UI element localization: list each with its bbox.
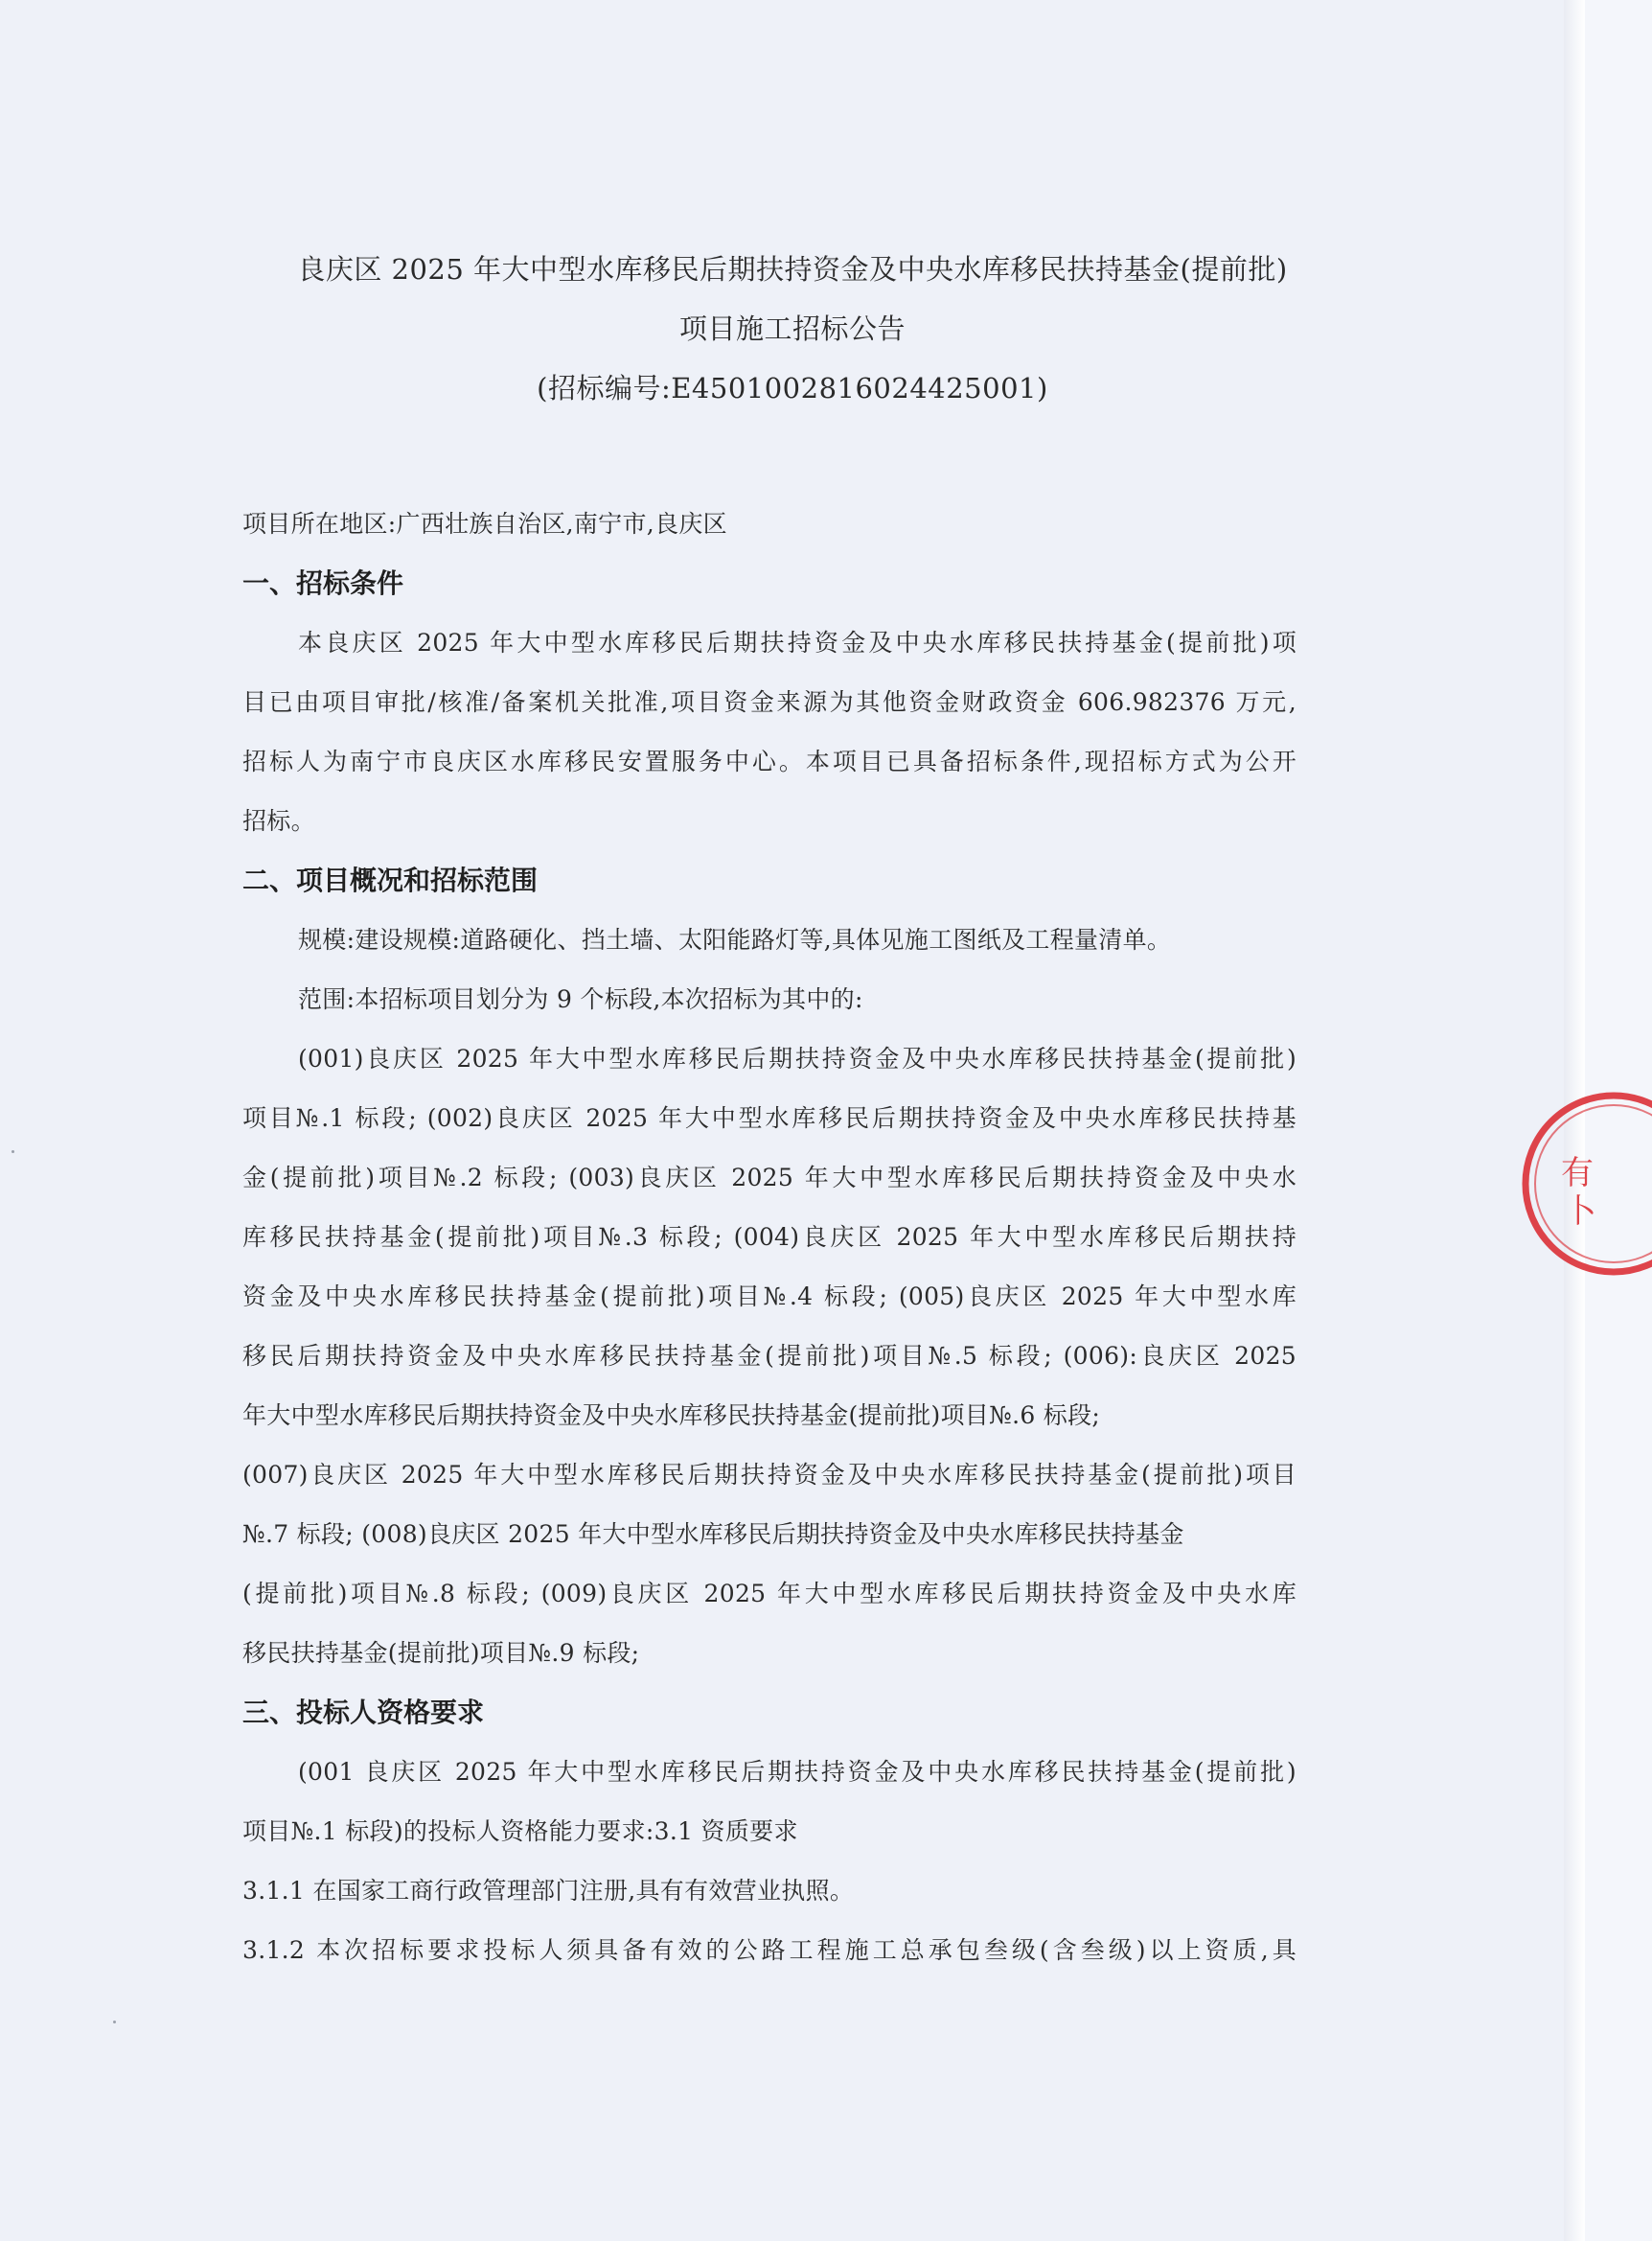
title-line-1: 良庆区 2025 年大中型水库移民后期扶持资金及中央水库移民扶持基金(提前批) <box>297 253 1288 286</box>
announcement-body <box>242 495 1296 1980</box>
paragraph-line: 招标。 <box>242 807 315 835</box>
seal-char: 卜 <box>1564 1192 1596 1231</box>
title-line-2: 项目施工招标公告 <box>678 312 906 345</box>
paragraph-line: 本良庆区 2025 年大中型水库移民后期扶持资金及中央水库移民扶持基金(提前批)项 <box>298 629 1296 657</box>
seal-char: 有 <box>1561 1154 1594 1192</box>
paragraph-line: 库移民扶持基金(提前批)项目№.3 标段; (004)良庆区 2025 年大中型水库移民后期扶持 <box>242 1223 1296 1251</box>
paragraph-line: 目已由项目审批/核准/备案机关批准,项目资金来源为其他资金财政资金 606.982376 万元, <box>242 688 1296 716</box>
paragraph-line: 资金及中央水库移民扶持基金(提前批)项目№.4 标段; (005)良庆区 2025 年大中型水库 <box>242 1282 1296 1310</box>
tender-number: (招标编号:E4501002816024425001) <box>537 372 1048 404</box>
scan-speck <box>113 2021 116 2023</box>
paragraph-line: (001)良庆区 2025 年大中型水库移民后期扶持资金及中央水库移民扶持基金(提前批) <box>298 1045 1296 1073</box>
paragraph-line: 3.1.2 本次招标要求投标人须具备有效的公路工程施工总承包叁级(含叁级)以上资质,具 <box>242 1936 1296 1964</box>
official-seal-icon <box>1508 1093 1652 1275</box>
paragraph-line: (提前批)项目№.8 标段; (009)良庆区 2025 年大中型水库移民后期扶持资金及中央水库 <box>242 1580 1296 1607</box>
paragraph-line: 移民扶持基金(提前批)项目№.9 标段; <box>242 1639 640 1667</box>
section-heading-1: 一、招标条件 <box>242 567 404 599</box>
paragraph-line: №.7 标段; (008)良庆区 2025 年大中型水库移民后期扶持资金及中央水库移民扶持基金 <box>242 1520 1184 1548</box>
section-heading-2: 二、项目概况和招标范围 <box>242 865 539 896</box>
paragraph-line: 金(提前批)项目№.2 标段; (003)良庆区 2025 年大中型水库移民后期扶持资金及中央水 <box>242 1164 1296 1191</box>
paragraph-line: 3.1.1 在国家工商行政管理部门注册,具有有效营业执照。 <box>242 1877 855 1905</box>
paragraph-line: 年大中型水库移民后期扶持资金及中央水库移民扶持基金(提前批)项目№.6 标段; <box>242 1401 1101 1429</box>
paragraph-line: 招标人为南宁市良庆区水库移民安置服务中心。本项目已具备招标条件,现招标方式为公开 <box>242 748 1296 775</box>
paragraph-line: 规模:建设规模:道路硬化、挡土墙、太阳能路灯等,具体见施工图纸及工程量清单。 <box>298 926 1172 954</box>
section-heading-3: 三、投标人资格要求 <box>242 1697 485 1728</box>
paragraph-line: (007)良庆区 2025 年大中型水库移民后期扶持资金及中央水库移民扶持基金(提前批)项目 <box>242 1461 1296 1489</box>
title-block <box>0 240 1585 418</box>
project-location: 项目所在地区:广西壮族自治区,南宁市,良庆区 <box>242 510 727 538</box>
paragraph-line: 项目№.1 标段)的投标人资格能力要求:3.1 资质要求 <box>242 1817 798 1845</box>
paragraph-line: 范围:本招标项目划分为 9 个标段,本次招标为其中的: <box>298 985 863 1013</box>
paragraph-line: (001 良庆区 2025 年大中型水库移民后期扶持资金及中央水库移民扶持基金(提前批) <box>298 1758 1296 1786</box>
scan-speck <box>11 1150 14 1153</box>
paragraph-line: 移民后期扶持资金及中央水库移民扶持基金(提前批)项目№.5 标段; (006):良庆区 2025 <box>242 1342 1296 1370</box>
paragraph-line: 项目№.1 标段; (002)良庆区 2025 年大中型水库移民后期扶持资金及中央水库移民扶持基 <box>242 1104 1296 1132</box>
